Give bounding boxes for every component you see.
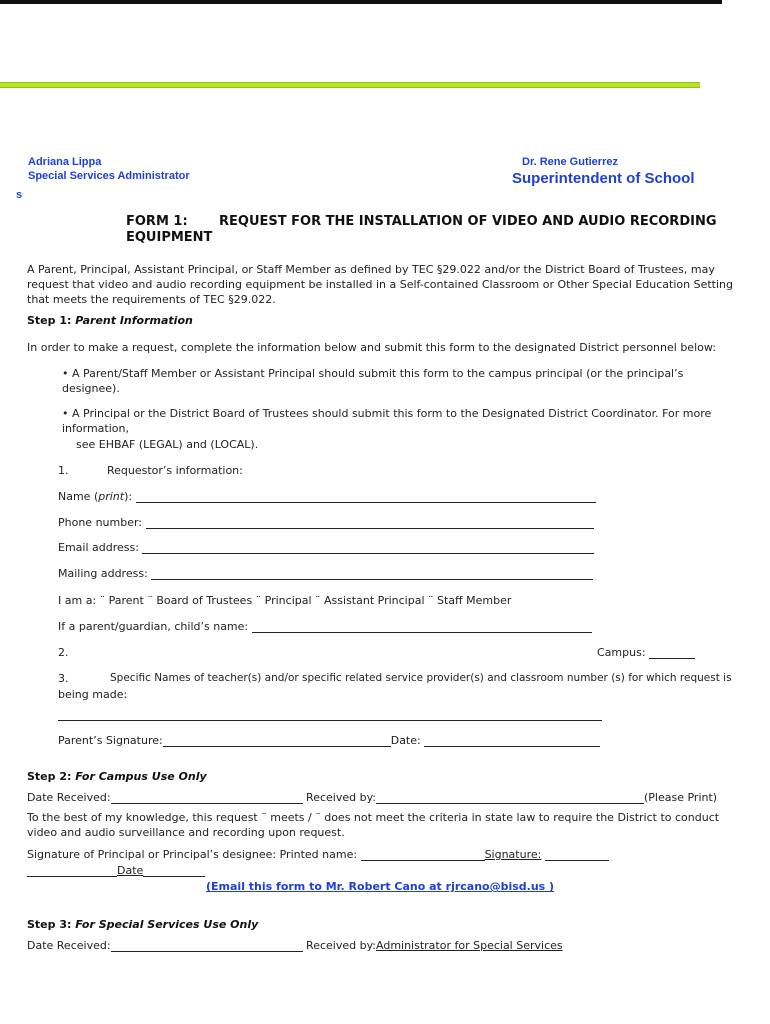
child-label: If a parent/guardian, child’s name:	[58, 620, 249, 633]
name-row	[58, 490, 598, 503]
step2-knowledge-statement: To the best of my knowledge, this request ¨ meets / ¨ does not meet the criteria in state law to require the District to conduct video and audio surveillance and recording upon request.	[27, 811, 720, 839]
step1-heading	[27, 314, 193, 327]
step3-label: Step 3:	[27, 918, 72, 931]
campus-field[interactable]	[649, 647, 695, 659]
step1-title: Parent Information	[75, 314, 193, 327]
item1-number: 1.	[58, 464, 69, 477]
campus-label: Campus:	[597, 646, 646, 659]
step2-date-received-field[interactable]	[111, 792, 303, 804]
step2-heading	[27, 770, 207, 783]
parent-signature-field[interactable]	[163, 735, 391, 747]
stray-letter: s	[16, 189, 23, 201]
bullet-principal-ref: see EHBAF (LEGAL) and (LOCAL).	[76, 438, 259, 451]
mailing-row	[58, 567, 598, 580]
email-instruction-link[interactable]: (Email this form to Mr. Robert Cano at rjrcano@bisd.us )	[206, 880, 555, 893]
admin-name: Adriana Lippa	[28, 156, 102, 168]
please-print-note: (Please Print)	[644, 791, 718, 804]
phone-row	[58, 516, 598, 529]
admin-title: Special Services Administrator	[28, 170, 190, 182]
item3-text: Specific Names of teacher(s) and/or specific related service provider(s) and classroom number (s) for which request is	[110, 672, 732, 684]
parent-date-field[interactable]	[424, 735, 600, 747]
step2-received-by-field[interactable]	[376, 792, 644, 804]
principal-signature-label: Signature of Principal or Principal’s designee: Printed name:	[27, 848, 358, 861]
principal-date-row	[27, 864, 205, 877]
mailing-label: Mailing address:	[58, 567, 148, 580]
name-label: Name (print):	[58, 490, 133, 503]
principal-date-field-b[interactable]	[143, 865, 205, 877]
step2-date-received-label: Date Received:	[27, 791, 111, 804]
parent-signature-label: Parent’s Signature:	[58, 734, 163, 747]
principal-date-field-a[interactable]	[27, 865, 117, 877]
item3-number: 3.	[58, 672, 69, 685]
principal-signature-row	[27, 848, 609, 861]
principal-signature-field[interactable]	[545, 849, 609, 861]
step3-received-row	[27, 939, 563, 952]
step3-title: For Special Services Use Only	[75, 918, 259, 931]
name-field[interactable]	[136, 491, 596, 503]
step2-title: For Campus Use Only	[75, 770, 207, 783]
intro-paragraph: A Parent, Principal, Assistant Principal, or Staff Member as defined by TEC §29.022 and/or the District Board of Trustees, may request that video and audio recording equipment be installed in a Self-contained Classroom or Other Special Education Setting that meets the requirements of TEC §29.022.	[27, 263, 733, 306]
step2-label: Step 2:	[27, 770, 72, 783]
email-label: Email address:	[58, 541, 139, 554]
bullet-parent-staff: • A Parent/Staff Member or Assistant Principal should submit this form to the campus principal (or the principal’s designee).	[62, 367, 684, 395]
item2-number: 2.	[58, 646, 69, 659]
step3-received-by-label: Received by:	[306, 939, 376, 952]
step1-label: Step 1:	[27, 314, 72, 327]
parent-date-label: Date:	[390, 734, 421, 747]
child-row	[58, 620, 598, 633]
item3-field[interactable]	[58, 708, 602, 721]
mailing-field[interactable]	[151, 568, 593, 580]
step2-received-by-label: Received by:	[306, 791, 376, 804]
item1-label: Requestor’s information:	[107, 464, 243, 477]
item3-text-cont: being made:	[58, 688, 128, 701]
step3-received-by-value: Administrator for Special Services	[376, 939, 563, 952]
step3-date-received-label: Date Received:	[27, 939, 111, 952]
bullet-principal: • A Principal or the District Board of Trustees should submit this form to the Designated District Coordinator. For more information,	[62, 407, 712, 435]
principal-date-label: Date	[117, 864, 144, 877]
role-checkboxes[interactable]: I am a: ¨ Parent ¨ Board of Trustees ¨ Principal ¨ Assistant Principal ¨ Staff Member	[58, 594, 512, 607]
form-title: REQUEST FOR THE INSTALLATION OF VIDEO AND AUDIO RECORDING	[219, 214, 717, 229]
superintendent-title: Superintendent of School	[512, 170, 695, 187]
phone-label: Phone number:	[58, 516, 143, 529]
green-divider	[0, 82, 700, 88]
step3-heading	[27, 918, 258, 931]
principal-printed-name-field[interactable]	[361, 849, 485, 861]
principal-signature-label2: Signature:	[484, 848, 542, 861]
form-title-cont: EQUIPMENT	[126, 230, 213, 245]
phone-field[interactable]	[146, 517, 594, 529]
step1-instruction: In order to make a request, complete the information below and submit this form to the designated District personnel below:	[27, 341, 716, 354]
form-label: FORM 1:	[126, 214, 188, 229]
superintendent-name: Dr. Rene Gutierrez	[522, 156, 618, 168]
parent-signature-row	[58, 734, 600, 747]
campus-row	[597, 646, 695, 659]
email-row	[58, 541, 598, 554]
step2-received-row	[27, 791, 717, 804]
email-field[interactable]	[142, 542, 594, 554]
step3-date-received-field[interactable]	[111, 940, 303, 952]
child-name-field[interactable]	[252, 621, 592, 633]
top-rule	[0, 0, 722, 4]
